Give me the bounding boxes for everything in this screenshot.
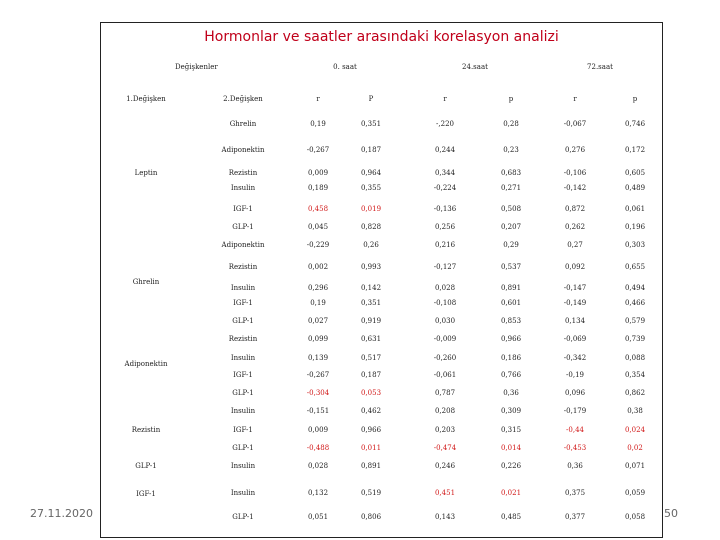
table-cell: 0,683: [500, 169, 522, 177]
table-cell: 0,993: [360, 263, 382, 271]
table-cell: 0,354: [624, 371, 646, 379]
var2-label: IGF-1: [233, 426, 253, 434]
table-cell: 0,142: [360, 284, 382, 292]
table-cell: 0,485: [500, 513, 522, 521]
var2-label: IGF-1: [233, 371, 253, 379]
table-cell: -0,151: [306, 407, 330, 415]
table-cell: -0,224: [433, 184, 457, 192]
table-cell: 0,02: [627, 444, 643, 452]
table-cell: 0,489: [624, 184, 646, 192]
group-rezistin: Rezistin: [131, 426, 161, 434]
table-cell: 0,537: [500, 263, 522, 271]
table-cell: -0,069: [563, 335, 587, 343]
page-number: 50: [664, 507, 678, 520]
table-cell: 0,216: [434, 241, 456, 249]
table-cell: -0,267: [306, 371, 330, 379]
table-cell: 0,132: [307, 489, 329, 497]
header-stat: p: [632, 95, 638, 103]
table-cell: -0,009: [433, 335, 457, 343]
table-cell: 0,244: [434, 146, 456, 154]
table-cell: 0,208: [434, 407, 456, 415]
table-cell: 0,375: [564, 489, 586, 497]
table-cell: 0,601: [500, 299, 522, 307]
var2-label: GLP-1: [232, 317, 254, 325]
var2-label: IGF-1: [233, 299, 253, 307]
table-cell: 0,011: [360, 444, 382, 452]
table-cell: 0,19: [310, 120, 326, 128]
header-stat: r: [573, 95, 577, 103]
table-cell: 0,019: [360, 205, 382, 213]
var2-label: Adiponektin: [221, 241, 265, 249]
table-cell: 0,964: [360, 169, 382, 177]
table-cell: 0,579: [624, 317, 646, 325]
table-cell: 0,187: [360, 146, 382, 154]
table-cell: 0,276: [564, 146, 586, 154]
table-cell: 0,315: [500, 426, 522, 434]
table-cell: 0,519: [360, 489, 382, 497]
table-cell: 0,766: [500, 371, 522, 379]
header-stat: p: [508, 95, 514, 103]
group-leptin: Leptin: [134, 169, 158, 177]
table-cell: 0,009: [307, 426, 329, 434]
table-cell: 0,143: [434, 513, 456, 521]
table-cell: 0,891: [360, 462, 382, 470]
var2-label: IGF-1: [233, 205, 253, 213]
table-cell: 0,36: [567, 462, 583, 470]
page-title: Hormonlar ve saatler arasındaki korelasyon analizi: [204, 29, 559, 45]
table-cell: 0,172: [624, 146, 646, 154]
table-cell: 0,088: [624, 354, 646, 362]
header-stat: P: [368, 95, 374, 103]
table-cell: -0,260: [433, 354, 457, 362]
group-igf1: IGF-1: [136, 490, 156, 498]
table-cell: 0,196: [624, 223, 646, 231]
table-cell: 0,028: [434, 284, 456, 292]
table-cell: -0,147: [563, 284, 587, 292]
var2-label: GLP-1: [232, 513, 254, 521]
table-cell: -0,136: [433, 205, 457, 213]
table-cell: 0,071: [624, 462, 646, 470]
table-cell: 0,189: [307, 184, 329, 192]
table-cell: 0,045: [307, 223, 329, 231]
table-cell: 0,014: [500, 444, 522, 452]
table-cell: -0,267: [306, 146, 330, 154]
table-cell: 0,26: [363, 241, 379, 249]
table-cell: 0,092: [564, 263, 586, 271]
header-stat: r: [316, 95, 320, 103]
table-cell: -0,127: [433, 263, 457, 271]
header-var2: 2.Değişken: [223, 95, 263, 103]
table-cell: 0,351: [360, 299, 382, 307]
table-cell: -0,061: [433, 371, 457, 379]
table-cell: 0,207: [500, 223, 522, 231]
table-cell: 0,203: [434, 426, 456, 434]
group-glp1: GLP-1: [135, 462, 157, 470]
var2-label: Insulin: [230, 462, 256, 470]
table-cell: -0,229: [306, 241, 330, 249]
var2-label: Insulin: [230, 354, 256, 362]
table-cell: 0,099: [307, 335, 329, 343]
table-cell: 0,631: [360, 335, 382, 343]
table-cell: 0,027: [307, 317, 329, 325]
table-cell: 0,853: [500, 317, 522, 325]
table-cell: 0,355: [360, 184, 382, 192]
table-cell: 0,739: [624, 335, 646, 343]
table-cell: 0,024: [624, 426, 646, 434]
table-cell: 0,187: [360, 371, 382, 379]
table-cell: 0,451: [434, 489, 456, 497]
header-time-24: 24.saat: [462, 63, 488, 71]
table-cell: 0,377: [564, 513, 586, 521]
table-cell: 0,002: [307, 263, 329, 271]
var2-label: Insulin: [230, 407, 256, 415]
table-cell: 0,29: [503, 241, 519, 249]
header-time-72: 72.saat: [587, 63, 613, 71]
table-cell: 0,966: [500, 335, 522, 343]
table-cell: 0,27: [567, 241, 583, 249]
var2-label: GLP-1: [232, 223, 254, 231]
table-cell: -0,488: [306, 444, 330, 452]
header-time-0: 0. saat: [333, 63, 357, 71]
table-cell: 0,186: [500, 354, 522, 362]
table-cell: 0,872: [564, 205, 586, 213]
table-cell: -0,106: [563, 169, 587, 177]
table-cell: -0,142: [563, 184, 587, 192]
table-cell: 0,296: [307, 284, 329, 292]
table-cell: -,220: [436, 120, 454, 128]
table-cell: 0,862: [624, 389, 646, 397]
var2-label: Insulin: [230, 184, 256, 192]
table-cell: 0,309: [500, 407, 522, 415]
table-cell: 0,303: [624, 241, 646, 249]
table-cell: 0,262: [564, 223, 586, 231]
header-degiskenler: Değişkenler: [175, 63, 218, 71]
table-cell: 0,891: [500, 284, 522, 292]
table-cell: -0,149: [563, 299, 587, 307]
table-cell: 0,061: [624, 205, 646, 213]
header-stat: r: [443, 95, 447, 103]
table-cell: 0,28: [503, 120, 519, 128]
var2-label: Rezistin: [228, 335, 258, 343]
table-cell: -0,179: [563, 407, 587, 415]
var2-label: GLP-1: [232, 444, 254, 452]
table-cell: 0,36: [503, 389, 519, 397]
table-cell: 0,494: [624, 284, 646, 292]
table-cell: 0,23: [503, 146, 519, 154]
table-cell: 0,38: [627, 407, 643, 415]
table-cell: 0,19: [310, 299, 326, 307]
group-adiponektin: Adiponektin: [124, 360, 168, 368]
table-cell: -0,342: [563, 354, 587, 362]
table-cell: 0,517: [360, 354, 382, 362]
table-cell: 0,271: [500, 184, 522, 192]
table-cell: 0,059: [624, 489, 646, 497]
table-cell: 0,030: [434, 317, 456, 325]
table-cell: -0,067: [563, 120, 587, 128]
table-cell: 0,655: [624, 263, 646, 271]
table-cell: 0,344: [434, 169, 456, 177]
var2-label: Insulin: [230, 284, 256, 292]
table-cell: 0,139: [307, 354, 329, 362]
table-cell: 0,246: [434, 462, 456, 470]
var2-label: Rezistin: [228, 263, 258, 271]
table-cell: 0,134: [564, 317, 586, 325]
table-cell: 0,508: [500, 205, 522, 213]
table-cell: 0,605: [624, 169, 646, 177]
var2-label: Insulin: [230, 489, 256, 497]
var2-label: Rezistin: [228, 169, 258, 177]
table-cell: 0,096: [564, 389, 586, 397]
table-cell: 0,458: [307, 205, 329, 213]
group-ghrelin: Ghrelin: [132, 278, 160, 286]
table-cell: 0,351: [360, 120, 382, 128]
table-cell: 0,966: [360, 426, 382, 434]
var2-label: Ghrelin: [229, 120, 257, 128]
table-cell: 0,806: [360, 513, 382, 521]
table-cell: -0,453: [563, 444, 587, 452]
table-cell: -0,108: [433, 299, 457, 307]
table-cell: 0,746: [624, 120, 646, 128]
table-cell: 0,919: [360, 317, 382, 325]
table-cell: 0,256: [434, 223, 456, 231]
table-cell: 0,053: [360, 389, 382, 397]
table-cell: 0,028: [307, 462, 329, 470]
table-cell: 0,466: [624, 299, 646, 307]
table-cell: -0,474: [433, 444, 457, 452]
var2-label: Adiponektin: [221, 146, 265, 154]
table-cell: 0,787: [434, 389, 456, 397]
table-cell: 0,021: [500, 489, 522, 497]
table-cell: -0,44: [566, 426, 584, 434]
table-cell: 0,009: [307, 169, 329, 177]
header-var1: 1.Değişken: [126, 95, 166, 103]
table-cell: 0,058: [624, 513, 646, 521]
table-cell: -0,19: [566, 371, 584, 379]
footer-date: 27.11.2020: [30, 507, 93, 520]
table-cell: 0,828: [360, 223, 382, 231]
table-cell: 0,051: [307, 513, 329, 521]
table-cell: 0,226: [500, 462, 522, 470]
table-cell: -0,304: [306, 389, 330, 397]
var2-label: GLP-1: [232, 389, 254, 397]
table-cell: 0,462: [360, 407, 382, 415]
